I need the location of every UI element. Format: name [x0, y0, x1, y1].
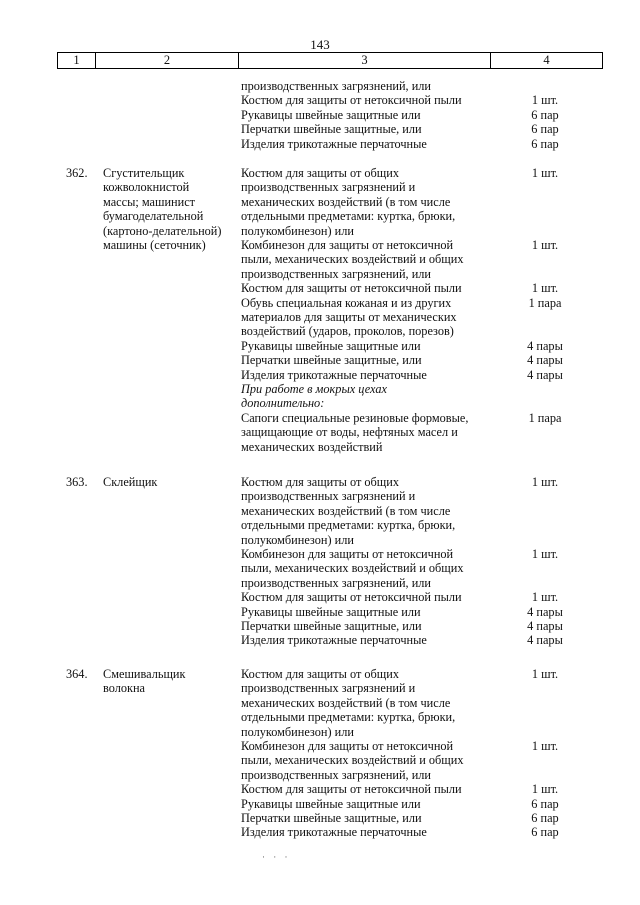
profession-line: (картоно-делательной) [103, 223, 222, 238]
item-text: Рукавицы швейные защитные или [241, 338, 421, 353]
item-text: Перчатки швейные защитные, или [241, 811, 422, 825]
item-text: пыли, механических воздействий и общих [241, 561, 464, 576]
item-quantity: 1 шт. [531, 590, 559, 605]
item-text: Перчатки швейные защитные, или [241, 353, 422, 368]
item-quantity: 1 шт. [531, 547, 559, 561]
item-text: пыли, механических воздействий и общих [241, 753, 464, 768]
item-text: Костюм для защиты от общих [241, 475, 399, 489]
item-text: Изделия трикотажные перчаточные [241, 136, 427, 151]
item-text: Комбинезон для защиты от нетоксичной [241, 547, 454, 561]
item-text: полукомбинезон) или [241, 223, 354, 238]
item-text: Перчатки швейные защитные, или [241, 619, 422, 633]
item-text: Комбинезон для защиты от нетоксичной [241, 739, 454, 753]
page-number: 143 [310, 37, 330, 52]
item-text: Изделия трикотажные перчаточные [241, 633, 427, 648]
item-text: механических воздействий [241, 439, 383, 454]
profession-line: бумагоделательной [103, 209, 204, 224]
item-text: Костюм для защиты от общих [241, 166, 399, 180]
profession-line: Сгустительщик [103, 166, 185, 180]
item-text: материалов для защиты от механических [241, 310, 457, 324]
item-quantity: 4 пары [527, 367, 563, 382]
item-text: пыли, механических воздействий и общих [241, 252, 464, 267]
item-text: механических воздействий (в том числе [241, 503, 451, 518]
item-quantity: 1 шт. [531, 739, 559, 753]
item-text: Изделия трикотажные перчаточные [241, 367, 427, 382]
item-text: производственных загрязнений, или [241, 767, 432, 782]
item-text: отдельными предметами: куртка, брюки, [241, 209, 456, 224]
table-header [57, 52, 603, 69]
item-text: механических воздействий (в том числе [241, 194, 451, 209]
profession-line: массы; машинист [103, 194, 196, 209]
item-text: полукомбинезон) или [241, 532, 354, 547]
item-text: Изделия трикотажные перчаточные [241, 825, 427, 840]
item-text: производственных загрязнений, или [241, 266, 432, 281]
item-quantity: 1 шт. [531, 93, 559, 108]
item-quantity: 6 пар [531, 136, 559, 151]
header-col-2: 2 [96, 53, 239, 68]
item-quantity: 4 пары [527, 619, 563, 633]
header-col-4: 4 [543, 53, 550, 67]
item-quantity: 1 пара [528, 410, 562, 425]
item-quantity: 1 шт. [531, 475, 559, 489]
item-quantity: 1 шт. [531, 782, 559, 797]
item-quantity: 6 пар [531, 811, 559, 825]
item-text: Костюм для защиты от нетоксичной пыли [241, 782, 462, 797]
item-quantity: 1 шт. [531, 281, 559, 296]
item-text: производственных загрязнений и [241, 681, 416, 696]
item-quantity: 6 пар [531, 796, 559, 811]
item-text: механических воздействий (в том числе [241, 695, 451, 710]
item-quantity: 1 пара [528, 295, 562, 310]
item-text: дополнительно: [241, 396, 325, 411]
item-text: Рукавицы швейные защитные или [241, 107, 421, 122]
profession-line: машины (сеточник) [103, 238, 206, 252]
item-text: Обувь специальная кожаная и из других [241, 295, 452, 310]
item-text: Сапоги специальные резиновые формовые, [241, 410, 469, 425]
item-quantity: 4 пары [527, 338, 563, 353]
header-col-1: 1 [58, 53, 96, 68]
item-quantity: 1 шт. [531, 667, 559, 681]
item-quantity: 4 пары [527, 633, 563, 648]
profession-line: Смешивальщик [103, 667, 186, 681]
header-col-3: 3 [239, 53, 491, 68]
item-quantity: 6 пар [531, 122, 559, 137]
item-text: производственных загрязнений, или [241, 79, 432, 93]
item-text: производственных загрязнений и [241, 180, 416, 195]
item-text: отдельными предметами: куртка, брюки, [241, 518, 456, 533]
item-text: Костюм для защиты от нетоксичной пыли [241, 281, 462, 296]
item-quantity: 1 шт. [531, 166, 559, 180]
item-quantity: 4 пары [527, 353, 563, 368]
profession-line: волокна [103, 681, 146, 696]
entry-number: 363. [66, 475, 88, 489]
item-text: отдельными предметами: куртка, брюки, [241, 710, 456, 725]
item-text: Костюм для защиты от общих [241, 667, 399, 681]
item-quantity: 4 пары [527, 604, 563, 619]
item-text: производственных загрязнений, или [241, 575, 432, 590]
item-text: Рукавицы швейные защитные или [241, 796, 421, 811]
entry-number: 364. [66, 667, 88, 681]
item-text: При работе в мокрых цехах [241, 382, 387, 396]
item-text: полукомбинезон) или [241, 724, 354, 739]
item-text: воздействий (ударов, проколов, порезов) [241, 324, 454, 339]
item-text: Комбинезон для защиты от нетоксичной [241, 238, 454, 252]
item-text: защищающие от воды, нефтяных масел и [241, 425, 458, 440]
scan-mark: · · · [262, 852, 291, 862]
item-quantity: 6 пар [531, 825, 559, 840]
profession-line: Склейщик [103, 475, 158, 489]
item-text: Перчатки швейные защитные, или [241, 122, 422, 137]
item-text: производственных загрязнений и [241, 489, 416, 504]
item-text: Костюм для защиты от нетоксичной пыли [241, 590, 462, 605]
item-quantity: 6 пар [531, 107, 559, 122]
profession-line: кожволокнистой [103, 180, 190, 195]
item-text: Рукавицы швейные защитные или [241, 604, 421, 619]
entry-number: 362. [66, 166, 88, 180]
item-quantity: 1 шт. [531, 238, 559, 252]
item-text: Костюм для защиты от нетоксичной пыли [241, 93, 462, 108]
